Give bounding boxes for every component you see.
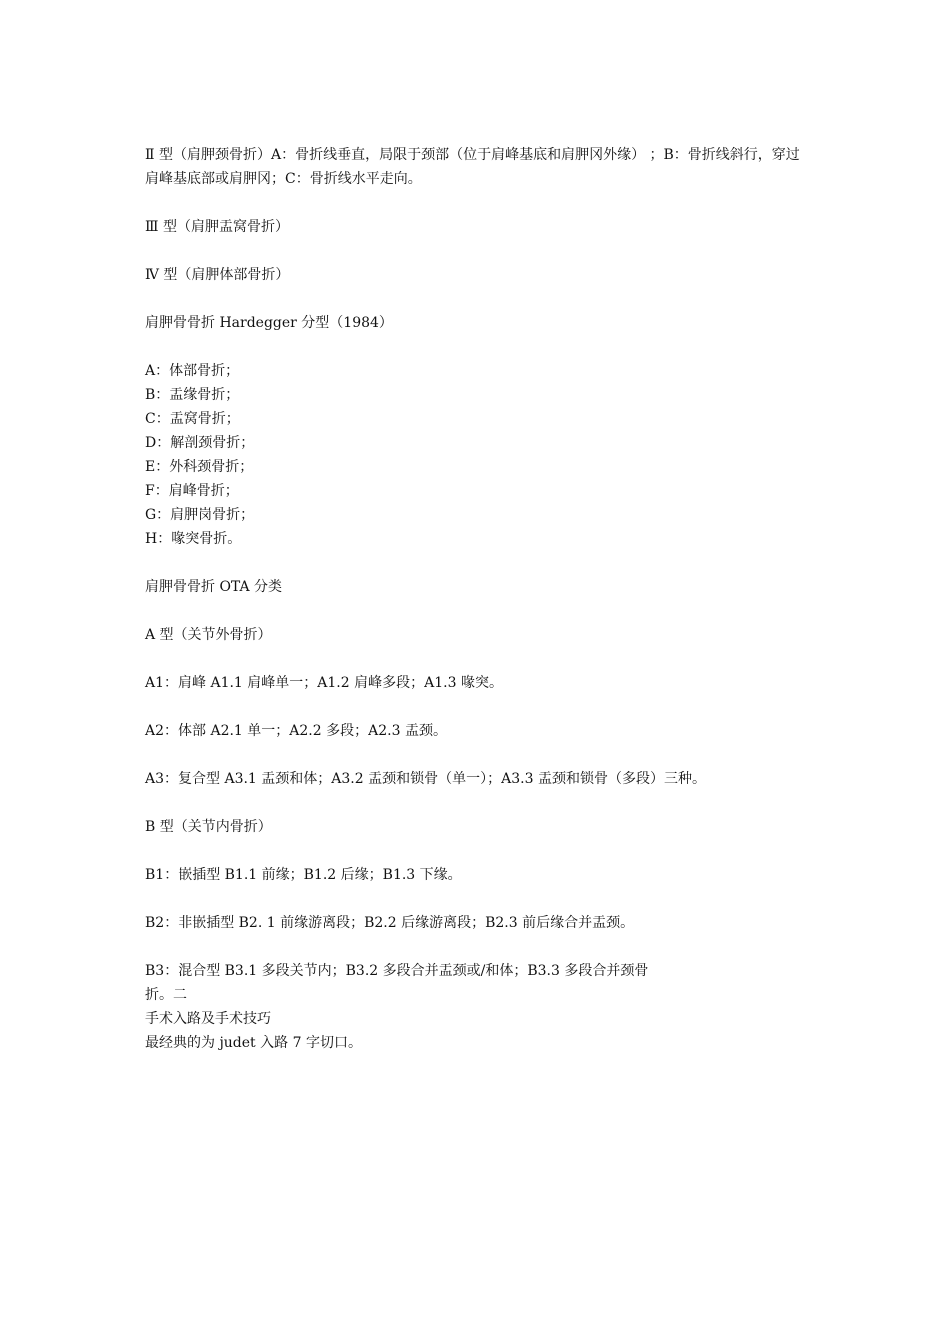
ota-b3-and-surgery-block bbox=[145, 959, 805, 1055]
ota-b3-line: B3：混合型 B3.1 多段关节内；B3.2 多段合并盂颈或/和体；B3.3 多段合并颈骨 bbox=[145, 963, 649, 979]
type-2-paragraph: Ⅱ 型（肩胛颈骨折）A：骨折线垂直，局限于颈部（位于肩峰基底和肩胛冈外缘） ；B：骨折线斜行，穿过肩峰基底部或肩胛冈；C：骨折线水平走向。 bbox=[145, 147, 800, 187]
list-item: B：盂缘骨折； bbox=[145, 387, 240, 403]
ota-b1-paragraph: B1：嵌插型 B1.1 前缘；B1.2 后缘；B1.3 下缘。 bbox=[145, 867, 462, 883]
list-item: H：喙突骨折。 bbox=[145, 531, 242, 547]
list-item: A：体部骨折； bbox=[145, 363, 240, 379]
ota-a2-paragraph: A2：体部 A2.1 单一；A2.2 多段；A2.3 盂颈。 bbox=[145, 723, 447, 739]
ota-b2-paragraph: B2：非嵌插型 B2. 1 前缘游离段；B2.2 后缘游离段；B2.3 前后缘合并盂颈。 bbox=[145, 915, 635, 931]
type-3-paragraph: Ⅲ 型（肩胛盂窝骨折） bbox=[145, 219, 289, 235]
list-item: G：肩胛岗骨折； bbox=[145, 507, 255, 523]
ota-a1-paragraph: A1：肩峰 A1.1 肩峰单一；A1.2 肩峰多段；A1.3 喙突。 bbox=[145, 675, 503, 691]
ota-b3-continuation-line: 折。二 bbox=[145, 987, 187, 1003]
ota-heading: 肩胛骨骨折 OTA 分类 bbox=[145, 579, 283, 595]
ota-type-b-heading: B 型（关节内骨折） bbox=[145, 819, 272, 835]
document-body bbox=[145, 143, 805, 1055]
hardegger-list bbox=[145, 359, 805, 551]
surgery-heading: 手术入路及手术技巧 bbox=[145, 1011, 271, 1027]
list-item: D：解剖颈骨折； bbox=[145, 435, 255, 451]
type-4-paragraph: Ⅳ 型（肩胛体部骨折） bbox=[145, 267, 290, 283]
ota-type-a-heading: A 型（关节外骨折） bbox=[145, 627, 272, 643]
ota-a3-paragraph: A3：复合型 A3.1 盂颈和体；A3.2 盂颈和锁骨（单一）；A3.3 盂颈和锁骨（多段）三种。 bbox=[145, 771, 706, 787]
list-item: C：盂窝骨折； bbox=[145, 411, 240, 427]
list-item: E：外科颈骨折； bbox=[145, 459, 254, 475]
hardegger-heading: 肩胛骨骨折 Hardegger 分型（1984） bbox=[145, 315, 393, 331]
list-item: F：肩峰骨折； bbox=[145, 483, 239, 499]
judet-approach-line: 最经典的为 judet 入路 7 字切口。 bbox=[145, 1035, 362, 1051]
